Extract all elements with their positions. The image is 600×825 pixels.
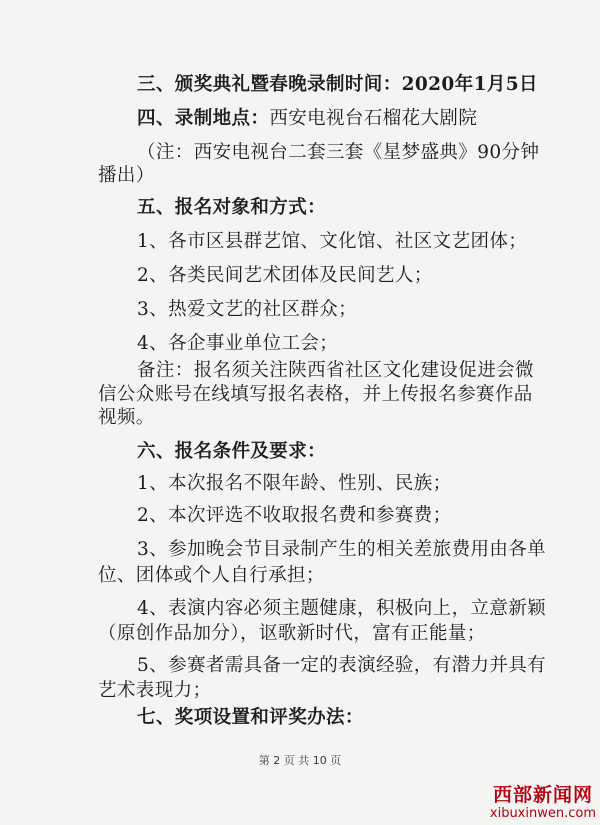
section7-heading: 七、奖项设置和评奖办法： (137, 707, 364, 728)
section5-item-4: 4、各企事业单位工会； (137, 333, 339, 354)
section5-item-3: 3、热爱文艺的社区群众； (137, 299, 358, 320)
section5-remark-line3: 视频。 (98, 407, 155, 428)
section6-item-5-line2: 艺术表现力； (98, 680, 212, 701)
section5-remark-line1: 备注：报名须关注陕西省社区文化建设促进会微 (137, 360, 534, 381)
section3-heading: 三、颁奖典礼暨春晚录制时间：2020年1月5日 (137, 74, 538, 95)
section5-remark-line2: 信公众账号在线填写报名表格，并上传报名参赛作品 (98, 384, 533, 405)
site-watermark (490, 784, 596, 822)
section6-item-5-line1: 5、参赛者需具备一定的表演经验，有潜力并具有 (137, 655, 547, 676)
section5-item-2: 2、各类民间艺术团体及民间艺人； (137, 265, 433, 286)
section6-item-4-line1: 4、表演内容必须主题健康，积极向上，立意新颖 (137, 598, 547, 619)
section6-item-3-line1: 3、参加晚会节目录制产生的相关差旅费用由各单 (137, 539, 547, 560)
section6-heading: 六、报名条件及要求： (137, 441, 327, 462)
watermark-site-url: xibuxinwen.com (489, 806, 596, 821)
page-number-footer: 第 2 页 共 10 页 (258, 754, 342, 767)
section4-note-line2: 播出） (98, 165, 155, 186)
section6-item-2: 2、本次评选不收取报名费和参赛费； (137, 505, 452, 526)
watermark-site-name: 西部新闻网 (492, 784, 593, 806)
section6-item-3-line2: 位、团体或个人自行承担； (98, 565, 325, 586)
section6-item-4-line2: （原创作品加分），讴歌新时代，富有正能量； (98, 623, 486, 644)
section4-heading-label: 四、录制地点： (137, 108, 270, 129)
section4-note-line1: （注：西安电视台二套三套《星梦盛典》90分钟 (137, 142, 540, 163)
section5-item-1: 1、各市区县群艺馆、文化馆、社区文艺团体； (137, 231, 528, 252)
section5-heading: 五、报名对象和方式： (137, 197, 327, 218)
section6-item-1: 1、本次报名不限年龄、性别、民族； (137, 473, 452, 494)
section4-heading (137, 106, 477, 132)
section4-heading-value: 西安电视台石榴花大剧院 (269, 108, 478, 129)
